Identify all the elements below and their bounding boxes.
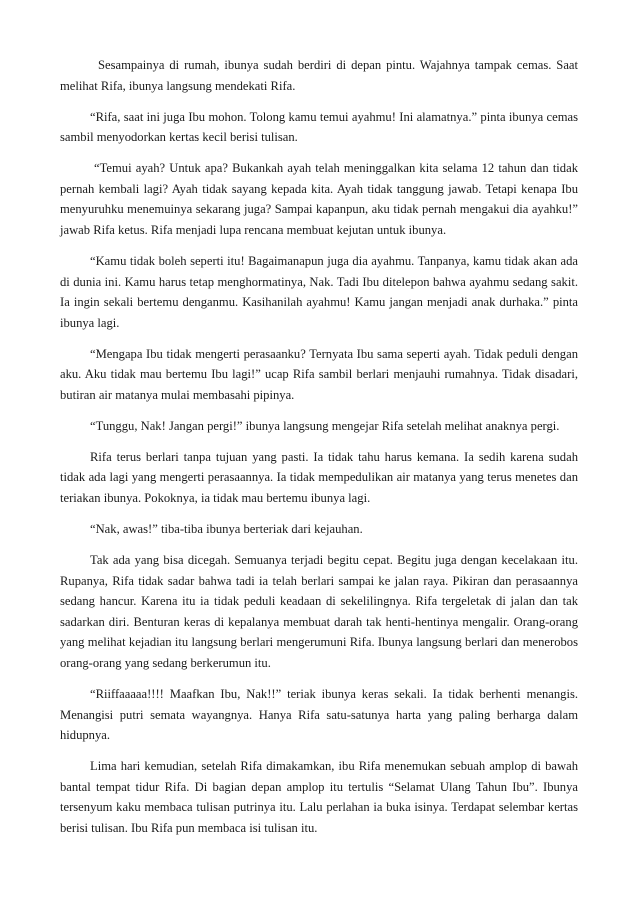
paragraph-6: “Tunggu, Nak! Jangan pergi!” ibunya langsung mengejar Rifa setelah melihat anaknya pergi. (90, 418, 560, 433)
paragraph-1: Sesampainya di rumah, ibunya sudah berdiri di depan pintu. Wajahnya tampak cemas. Saat melihat Rifa, ibunya langsung mendekati Rifa. (60, 58, 578, 93)
paragraph-7: Rifa terus berlari tanpa tujuan yang pasti. Ia tidak tahu harus kemana. Ia sedih karena sudah tidak ada lagi yang mengerti perasaannya. Ia tidak mempedulikan air matanya yang terus menetes dan teriakan ibunya. Pokoknya, ia tidak mau bertemu ibunya lagi. (60, 449, 578, 506)
paragraph-11: Lima hari kemudian, setelah Rifa dimakamkan, ibu Rifa menemukan sebuah amplop di bawah bantal tempat tidur Rifa. Di bagian depan amplop itu tertulis “Selamat Ulang Tahun Ibu”. Ibunya tersenyum kaku membaca tulisan putrinya itu. Lalu perlahan ia buka isinya. Terdapat selembar kertas berisi tulisan. Ibu Rifa pun membaca isi tulisan itu. (60, 759, 578, 835)
paragraph-9: Tak ada yang bisa dicegah. Semuanya terjadi begitu cepat. Begitu juga dengan kecelakaan itu. Rupanya, Rifa tidak sadar bahwa tadi ia telah berlari sampai ke jalan raya. Pikiran dan perasaannya sedang hancur. Karena itu ia tidak peduli keadaan di sekelilingnya. Rifa tergeletak di jalan dan tak sadarkan diri. Benturan keras di kepalanya membuat darah tak henti-hentinya mengalir. Orang-orang yang melihat kejadian itu langsung berlari mengerumuni Rifa. Ibunya langsung berlari dan menerobos orang-orang yang sedang berkerumun itu. (60, 553, 578, 670)
paragraph-3: “Temui ayah? Untuk apa? Bukankah ayah telah meninggalkan kita selama 12 tahun dan tidak pernah kembali lagi? Ayah tidak sayang kepada kita. Ayah tidak tanggung jawab. Tetapi kenapa Ibu menyuruhku menemuinya sekarang juga? Sampai kapanpun, aku tidak pernah mengakui dia ayahku!” jawab Rifa ketus. Rifa menjadi lupa rencana membuat kejutan untuk ibunya. (60, 161, 578, 237)
paragraph-10: “Riiffaaaaa!!!! Maafkan Ibu, Nak!!” teriak ibunya keras sekali. Ia tidak berhenti menangis. Menangisi putri semata wayangnya. Hanya Rifa satu-satunya harta yang paling berharga dalam hidupnya. (60, 686, 578, 743)
paragraph-5: “Mengapa Ibu tidak mengerti perasaanku? Ternyata Ibu sama seperti ayah. Tidak peduli dengan aku. Aku tidak mau bertemu Ibu lagi!” ucap Rifa sambil berlari menjauhi rumahnya. Tidak disadari, butiran air matanya mulai membasahi pipinya. (60, 346, 578, 402)
document-page (60, 55, 578, 849)
paragraph-2: “Rifa, saat ini juga Ibu mohon. Tolong kamu temui ayahmu! Ini alamatnya.” pinta ibunya cemas sambil menyodorkan kertas kecil berisi tulisan. (60, 109, 578, 145)
paragraph-4: “Kamu tidak boleh seperti itu! Bagaimanapun juga dia ayahmu. Tanpanya, kamu tidak akan ada di dunia ini. Kamu harus tetap menghormatinya, Nak. Tadi Ibu ditelepon bahwa ayahmu sedang sakit. Ia ingin sekali bertemu denganmu. Kasihanilah ayahmu! Kamu jangan menjadi anak durhaka.” pinta ibunya lagi. (60, 253, 578, 330)
paragraph-8: “Nak, awas!” tiba-tiba ibunya berteriak dari kejauhan. (90, 522, 363, 537)
